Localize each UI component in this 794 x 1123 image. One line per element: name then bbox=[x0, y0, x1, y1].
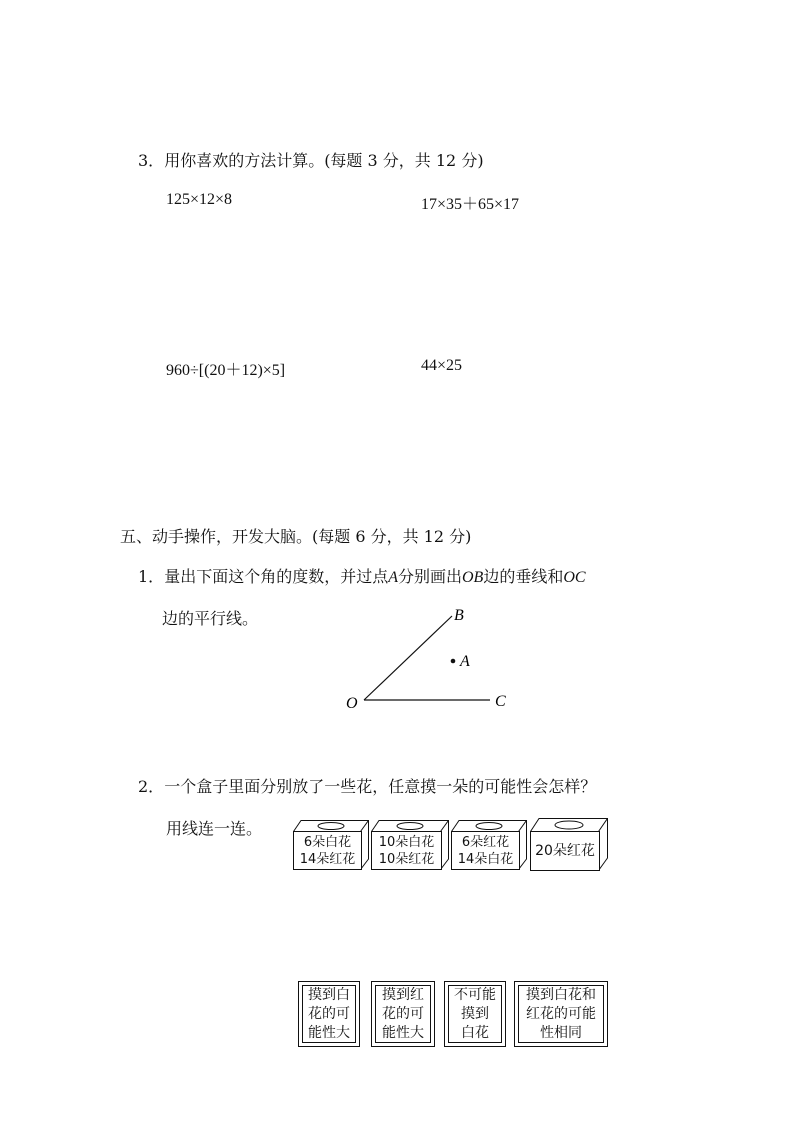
box-2-line1: 10朵白花 bbox=[378, 834, 435, 850]
answer-1-line1: 摸到白 bbox=[308, 986, 350, 1003]
q5-2-line2: 用线连一连。 bbox=[166, 819, 263, 838]
answer-box-2[interactable] bbox=[371, 981, 435, 1047]
q5-2-text: 一个盒子里面分别放了一些花，任意摸一朵的可能性会怎样？ bbox=[164, 777, 597, 796]
answer-3-line1: 不可能 bbox=[454, 986, 496, 1003]
q3-heading bbox=[138, 148, 484, 171]
answer-box-4[interactable] bbox=[514, 981, 608, 1047]
flower-box-1[interactable] bbox=[293, 820, 369, 870]
q5-1-number: 1． bbox=[138, 567, 165, 586]
angle-diagram bbox=[330, 596, 530, 716]
answer-2-line2: 花的可 bbox=[382, 1005, 424, 1022]
q5-1-text-a: 量出下面这个角的度数，并过点 bbox=[164, 567, 389, 586]
box-1-line1: 6朵白花 bbox=[303, 834, 352, 850]
expr-2: 17×35＋65×17 bbox=[421, 196, 520, 213]
q5-2-number: 2． bbox=[138, 777, 165, 796]
answer-3-line3: 白花 bbox=[461, 1024, 489, 1041]
label-c: C bbox=[495, 693, 506, 710]
q5-1-point-a: A bbox=[388, 569, 398, 586]
q3-title: 用你喜欢的方法计算。(每题 3 分，共 12 分) bbox=[164, 151, 484, 170]
expr-4: 44×25 bbox=[421, 357, 463, 374]
flower-box-2[interactable] bbox=[371, 820, 449, 870]
box-3-line2: 14朵白花 bbox=[457, 851, 514, 867]
label-o: O bbox=[346, 695, 358, 712]
answer-4-line1: 摸到白花和 bbox=[526, 986, 596, 1003]
box-2-line2: 10朵红花 bbox=[378, 851, 435, 867]
q5-2-line1 bbox=[138, 774, 596, 797]
box-4-line1: 20朵红花 bbox=[535, 842, 595, 859]
q5-1-text-c: 边的垂线和 bbox=[483, 567, 564, 586]
q3-number: 3． bbox=[138, 151, 165, 170]
answer-4-line2: 红花的可能 bbox=[526, 1005, 596, 1022]
q5-1-line1 bbox=[138, 564, 586, 587]
answer-3-line2: 摸到 bbox=[461, 1005, 489, 1022]
flower-box-4[interactable] bbox=[530, 818, 608, 871]
ray-ob bbox=[364, 616, 452, 700]
q5-1-line2: 边的平行线。 bbox=[162, 609, 259, 628]
answer-1-line3: 能性大 bbox=[308, 1024, 350, 1041]
label-a: A bbox=[460, 653, 470, 670]
answer-box-1[interactable] bbox=[298, 981, 360, 1047]
answer-2-line3: 能性大 bbox=[382, 1024, 424, 1041]
section5-title: 五、动手操作，开发大脑。(每题 6 分，共 12 分) bbox=[120, 527, 472, 546]
expr-3: 960÷[(20＋12)×5] bbox=[166, 362, 286, 379]
point-a-dot bbox=[451, 659, 456, 664]
flower-box-3[interactable] bbox=[451, 820, 527, 870]
label-b: B bbox=[454, 607, 464, 624]
answer-4-line3: 性相同 bbox=[540, 1024, 582, 1041]
box-3-line1: 6朵红花 bbox=[461, 834, 510, 850]
q5-1-oc: OC bbox=[563, 569, 586, 586]
expr-1: 125×12×8 bbox=[166, 191, 233, 208]
box-1-line2: 14朵红花 bbox=[299, 851, 356, 867]
q5-1-ob: OB bbox=[462, 569, 484, 586]
q5-1-text-b: 分别画出 bbox=[397, 567, 462, 586]
answer-2-line1: 摸到红 bbox=[382, 986, 424, 1003]
answer-box-3[interactable] bbox=[444, 981, 506, 1047]
answer-1-line2: 花的可 bbox=[308, 1005, 350, 1022]
